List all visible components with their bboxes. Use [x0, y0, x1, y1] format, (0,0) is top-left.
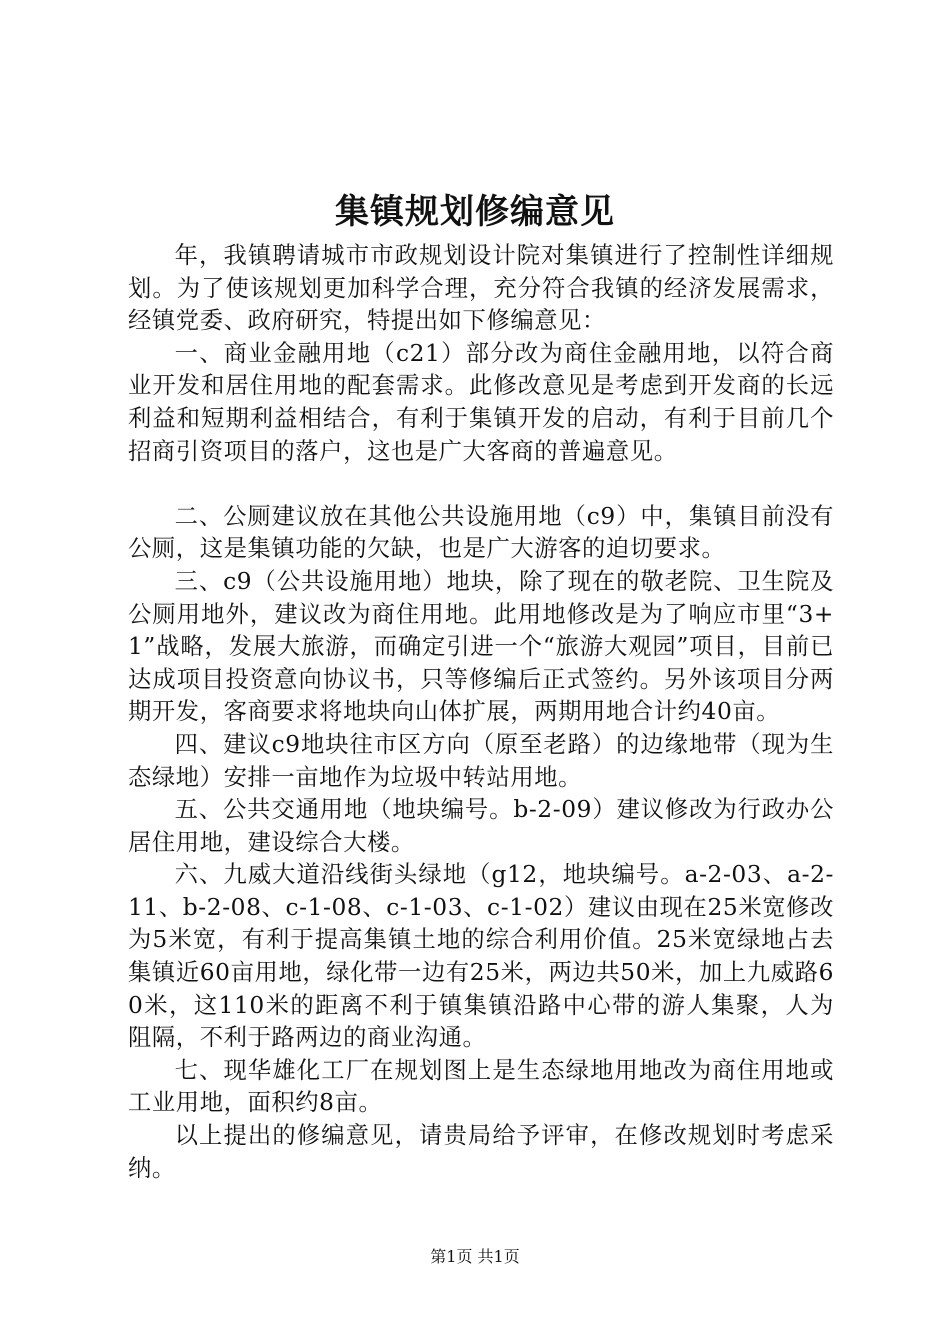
document-body [128, 240, 834, 1185]
paragraph-intro: 年，我镇聘请城市市政规划设计院对集镇进行了控制性详细规划。为了使该规划更加科学合理，充分符合我镇的经济发展需求，经镇党委、政府研究，特提出如下修编意见： [128, 242, 834, 335]
page-footer: 第1页 共1页 [430, 1247, 520, 1266]
paragraph-item-1: 一、商业金融用地（c21）部分改为商住金融用地，以符合商业开发和居住用地的配套需求。此修改意见是考虑到开发商的长远利益和短期利益相结合，有利于集镇开发的启动，有利于目前几个招商引资项目的落户，这也是广大客商的普遍意见。 [128, 339, 834, 465]
paragraph-item-4: 四、建议c9地块往市区方向（原至老路）的边缘地带（现为生态绿地）安排一亩地作为垃圾中转站用地。 [128, 730, 834, 791]
paragraph-item-2: 二、公厕建议放在其他公共设施用地（c9）中，集镇目前没有公厕，这是集镇功能的欠缺，也是广大游客的迫切要求。 [128, 502, 834, 563]
document-title: 集镇规划修编意见 [335, 192, 615, 232]
paragraph-item-3: 三、c9（公共设施用地）地块，除了现在的敬老院、卫生院及公厕用地外，建议改为商住用地。此用地修改是为了响应市里“3+1”战略，发展大旅游，而确定引进一个“旅游大观园”项目，目前已达成项目投资意向协议书，只等修编后正式签约。另外该项目分两期开发，客商要求将地块向山体扩展，两期用地合计约40亩。 [128, 567, 834, 726]
paragraph-item-6: 六、九威大道沿线街头绿地（g12，地块编号。a-2-03、a-2-11、b-2-08、c-1-08、c-1-03、c-1-02）建议由现在25米宽修改为5米宽，有利于提高集镇土地的综合利用价值。25米宽绿地占去集镇近60亩用地，绿化带一边有25米，两边共50米，加上九威路60米，这110米的距离不利于镇集镇沿路中心带的游人集聚，人为阻隔，不利于路两边的商业沟通。 [128, 861, 834, 1052]
paragraph-item-5: 五、公共交通用地（地块编号。b-2-09）建议修改为行政办公居住用地，建设综合大楼。 [128, 796, 834, 856]
paragraph-item-7: 七、现华雄化工厂在规划图上是生态绿地用地改为商住用地或工业用地，面积约8亩。 [128, 1056, 834, 1117]
paragraph-closing: 以上提出的修编意见，请贵局给予评审，在修改规划时考虑采纳。 [128, 1122, 834, 1182]
